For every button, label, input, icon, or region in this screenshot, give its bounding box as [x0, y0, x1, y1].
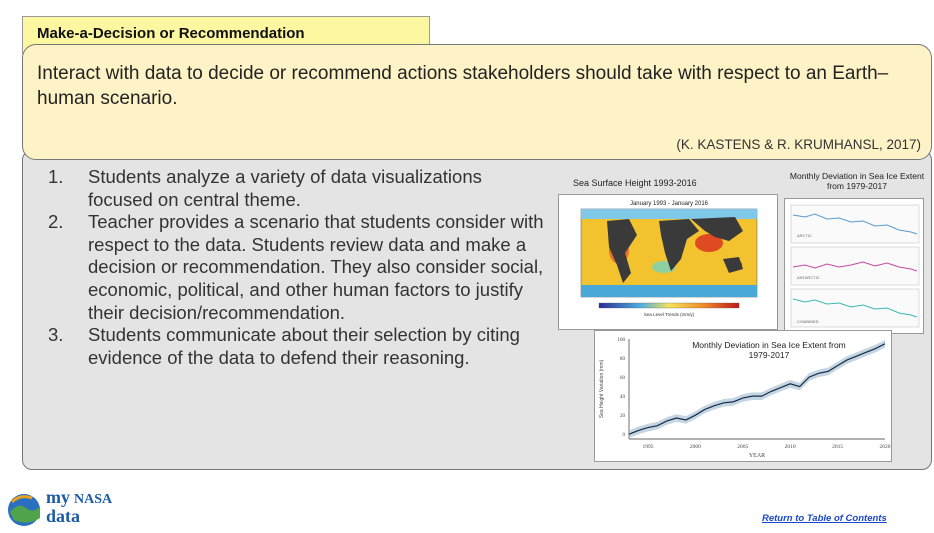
y-tick-label: 100: [617, 338, 625, 343]
sea-ice-panels: [784, 198, 924, 334]
panel-label: ARCTIC: [797, 233, 812, 238]
x-tick-label: 2020: [879, 444, 891, 450]
logo-wordmark: my NASA data: [46, 487, 113, 526]
steps-list: [38, 166, 548, 369]
step-item: 3. Students communicate about their selection by citing evidence of the data to defend their reasoning.: [48, 324, 520, 368]
panel-label: ANTARCTIC: [797, 275, 820, 280]
definition-text: Interact with data to decide or recommend actions stakeholders should take with respect to an Earth–human scenario.: [37, 63, 889, 109]
sea-surface-height-title: Sea Surface Height 1993-2016: [573, 178, 697, 188]
x-tick-label: 1995: [642, 444, 654, 450]
y-tick-label: 20: [620, 414, 625, 420]
definition-box: [22, 44, 932, 160]
panel-label: COMBINED: [797, 319, 819, 324]
x-ticks: [642, 444, 890, 450]
return-to-toc-link[interactable]: Return to Table of Contents: [762, 513, 887, 524]
sea-ice-svg: [785, 199, 923, 333]
sea-ice-title: Monthly Deviation in Sea Ice Extent from 1979-2017: [789, 171, 925, 191]
y-ticks: [618, 338, 626, 438]
step-item: 2. Teacher provides a scenario that students consider with respect to the data. Students review data and make a decision or recommendation. They also consider social, economic, political, and other human factors to justify their decision/recommendation.: [48, 211, 544, 323]
x-tick-label: 2005: [737, 444, 749, 450]
y-tick-label: 80: [620, 357, 625, 363]
y-axis-label: Sea Height Variation (mm): [599, 359, 605, 419]
y-tick-label: 40: [620, 395, 625, 401]
colorbar: [599, 303, 739, 308]
earth-logo-icon: [4, 488, 44, 528]
y-tick-label: 60: [620, 376, 625, 382]
colorbar-label: Sea Level Trends (mm/y): [643, 312, 695, 317]
x-tick-label: 2010: [784, 444, 796, 450]
x-tick-label: 2015: [832, 444, 844, 450]
sea-surface-subtitle: January 1993 - January 2016: [629, 201, 709, 207]
citation: (K. KASTENS & R. KRUMHANSL, 2017): [676, 137, 921, 152]
sea-surface-height-map: [558, 194, 778, 330]
sea-surface-height-svg: [559, 195, 777, 329]
southern-band: [581, 285, 757, 297]
x-axis-label: YEAR: [748, 453, 766, 459]
y-tick-label: 0: [622, 433, 625, 439]
activity-type-title: Make-a-Decision or Recommendation: [37, 25, 305, 42]
sea-height-chart-title: Monthly Deviation in Sea Ice Extent from 1979-2017: [692, 340, 846, 360]
x-tick-label: 2000: [689, 444, 701, 450]
step-item: 1. Students analyze a variety of data visualizations focused on central theme.: [48, 166, 482, 210]
